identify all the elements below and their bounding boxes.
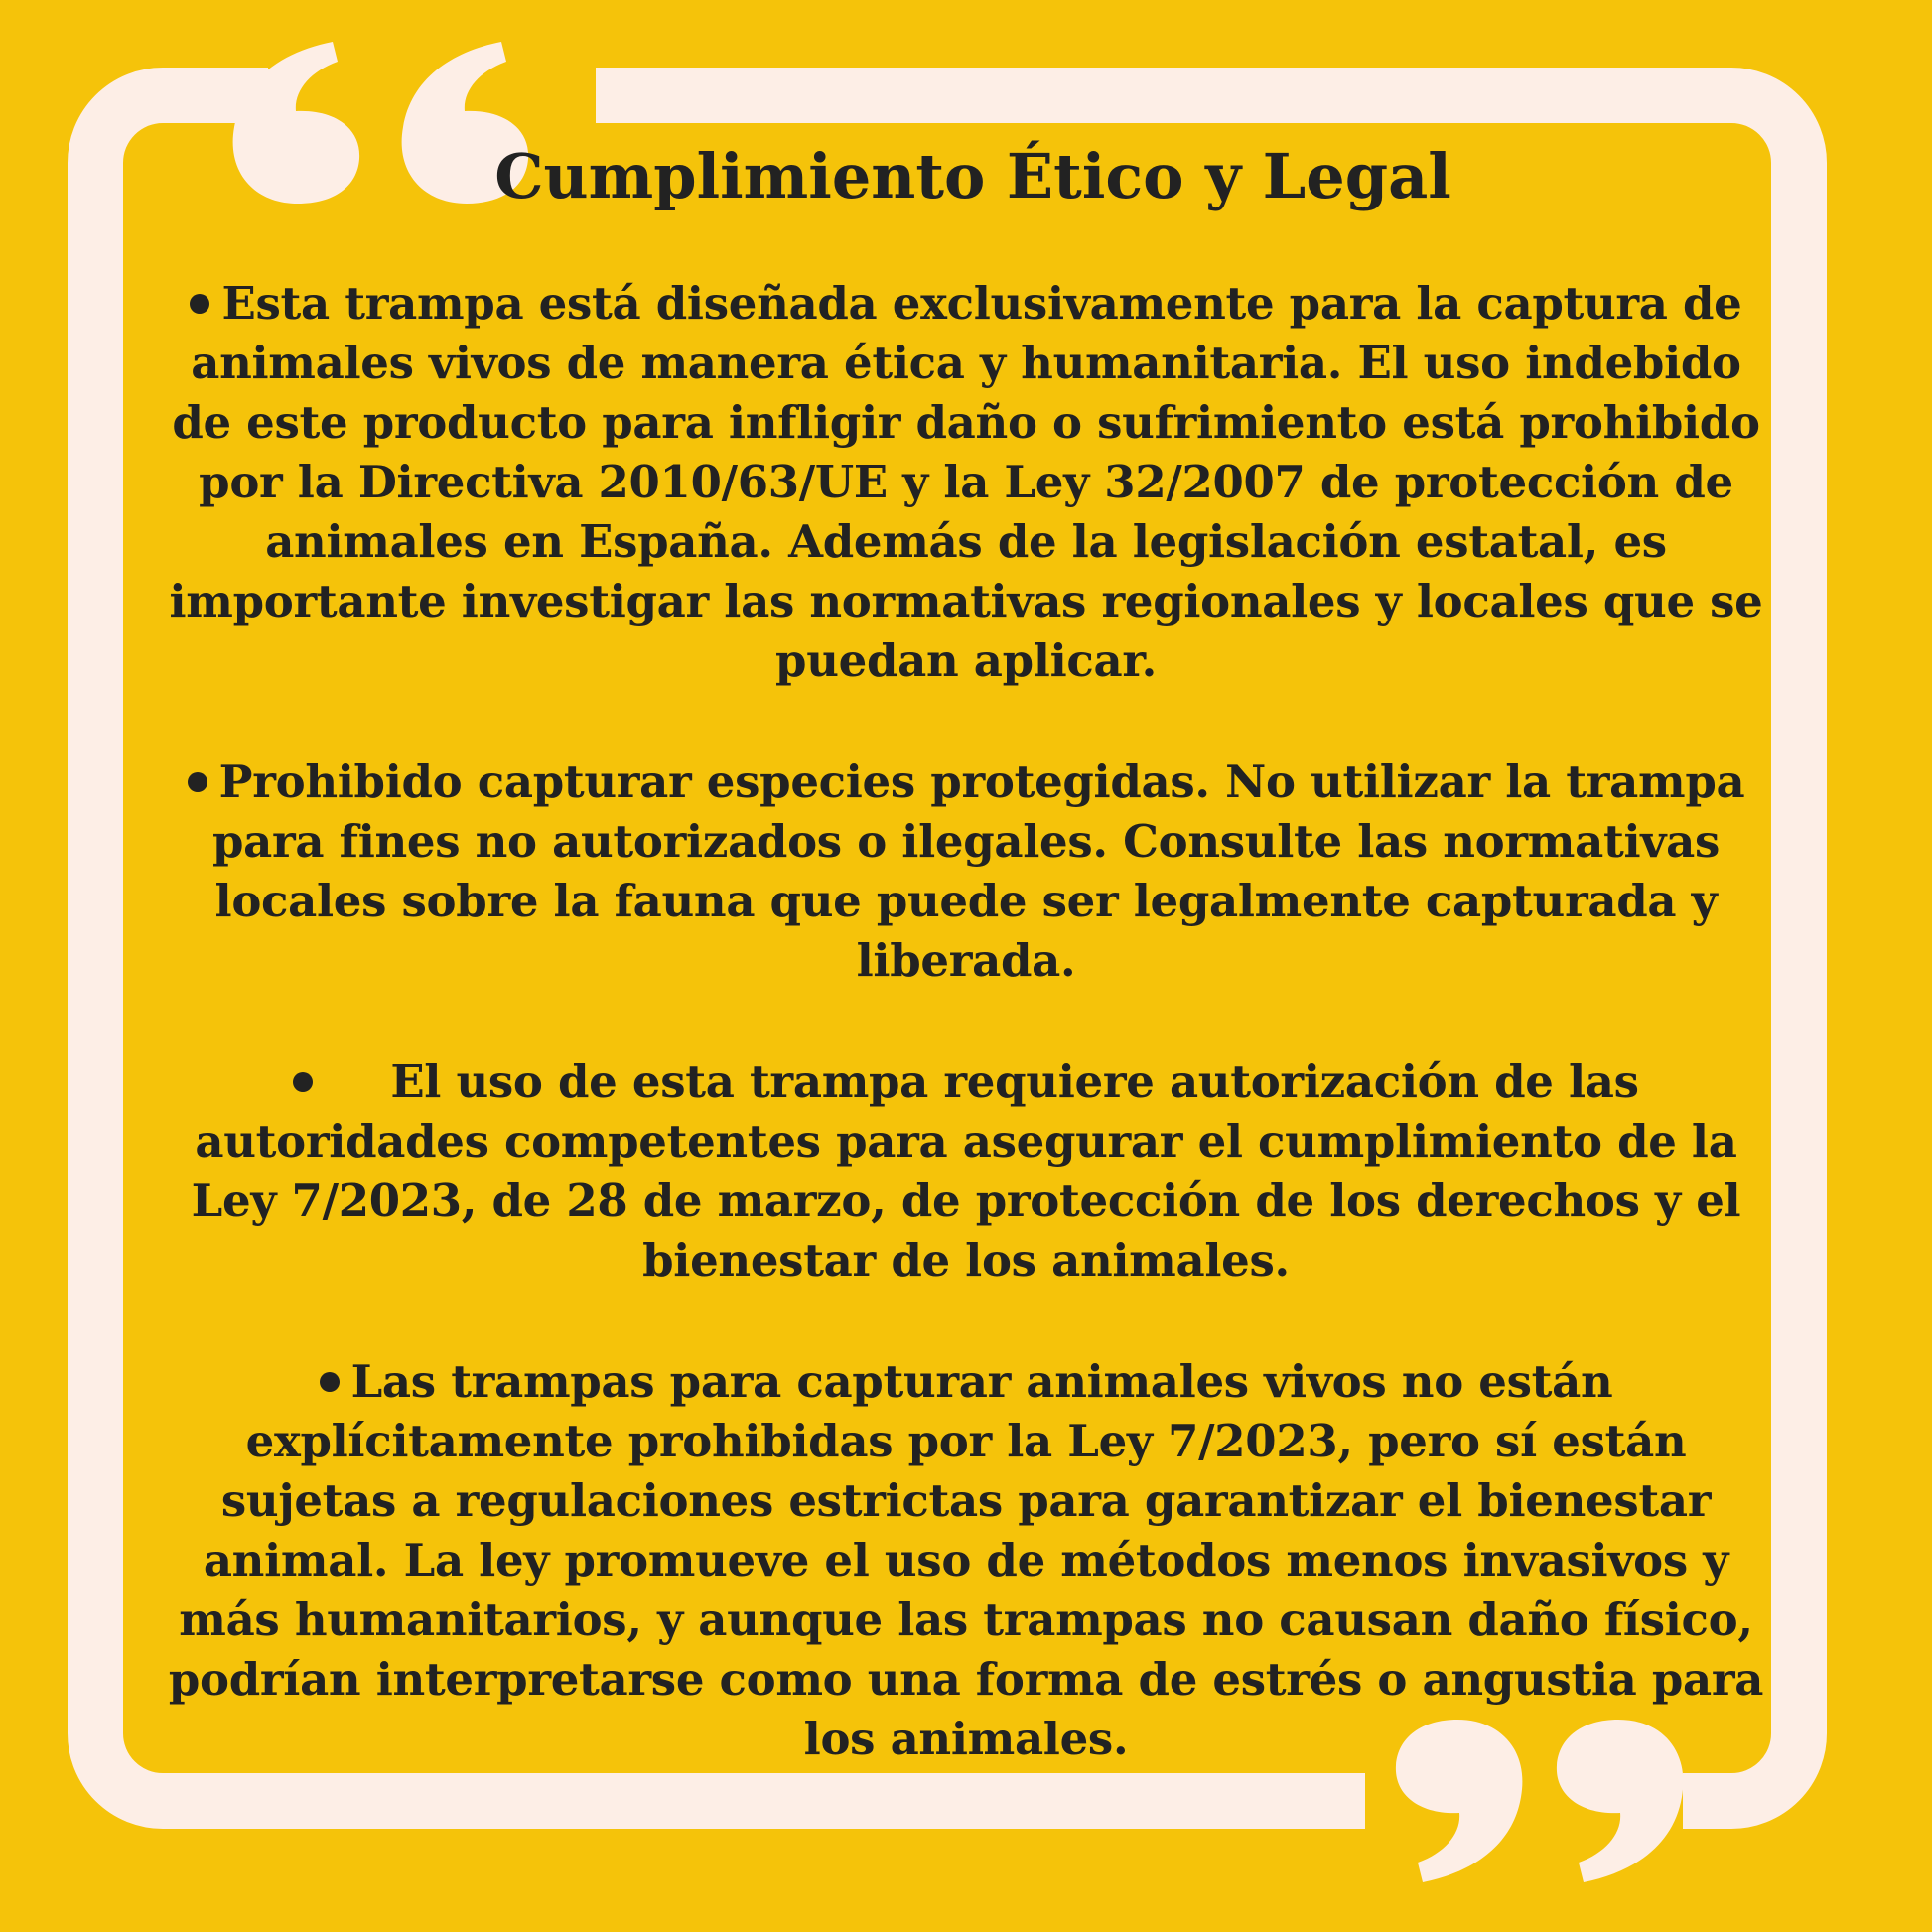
list-item — [167, 274, 1765, 691]
bullet-text: El uso de esta trampa requiere autorización de las autoridades competentes para asegurar el cumplimiento de la Ley 7/2023, de 28 de marzo, de protección de los derechos y el bienestar de los animales. — [191, 1055, 1741, 1287]
list-item — [167, 1352, 1765, 1769]
bullet-icon — [293, 1072, 313, 1092]
bullet-text: Esta trampa está diseñada exclusivamente para la captura de animales vivos de manera ética y humanitaria. El uso indebido de este producto para infligir daño o sufrimiento está prohibido por la Directiva 2010/63/UE y la Ley 32/2007 de protección de animales en España. Además de la legislación estatal, es importante investigar las normativas regionales y locales que se puedan aplicar. — [169, 277, 1763, 687]
list-item — [167, 753, 1765, 991]
list-item — [167, 1052, 1765, 1291]
bullet-list — [167, 274, 1765, 1831]
bullet-text: Prohibido capturar especies protegidas. No utilizar la trampa para fines no autorizados o ilegales. Consulte las normativas locales sobre la fauna que puede ser legalmente capturada y liberada. — [211, 756, 1745, 987]
page-title: Cumplimiento Ético y Legal — [494, 140, 1451, 212]
bullet-icon — [188, 772, 207, 792]
bullet-icon — [190, 294, 209, 314]
bullet-text: Las trampas para capturar animales vivos no están explícitamente prohibidas por la Ley 7/2023, pero sí están sujetas a regulaciones estrictas para garantizar el bienestar animal. La ley promueve el uso de métodos menos invasivos y más humanitarios, y aunque las trampas no causan daño físico, podrían interpretarse como una forma de estrés o angustia para los animales. — [168, 1355, 1764, 1765]
bullet-icon — [320, 1372, 340, 1392]
